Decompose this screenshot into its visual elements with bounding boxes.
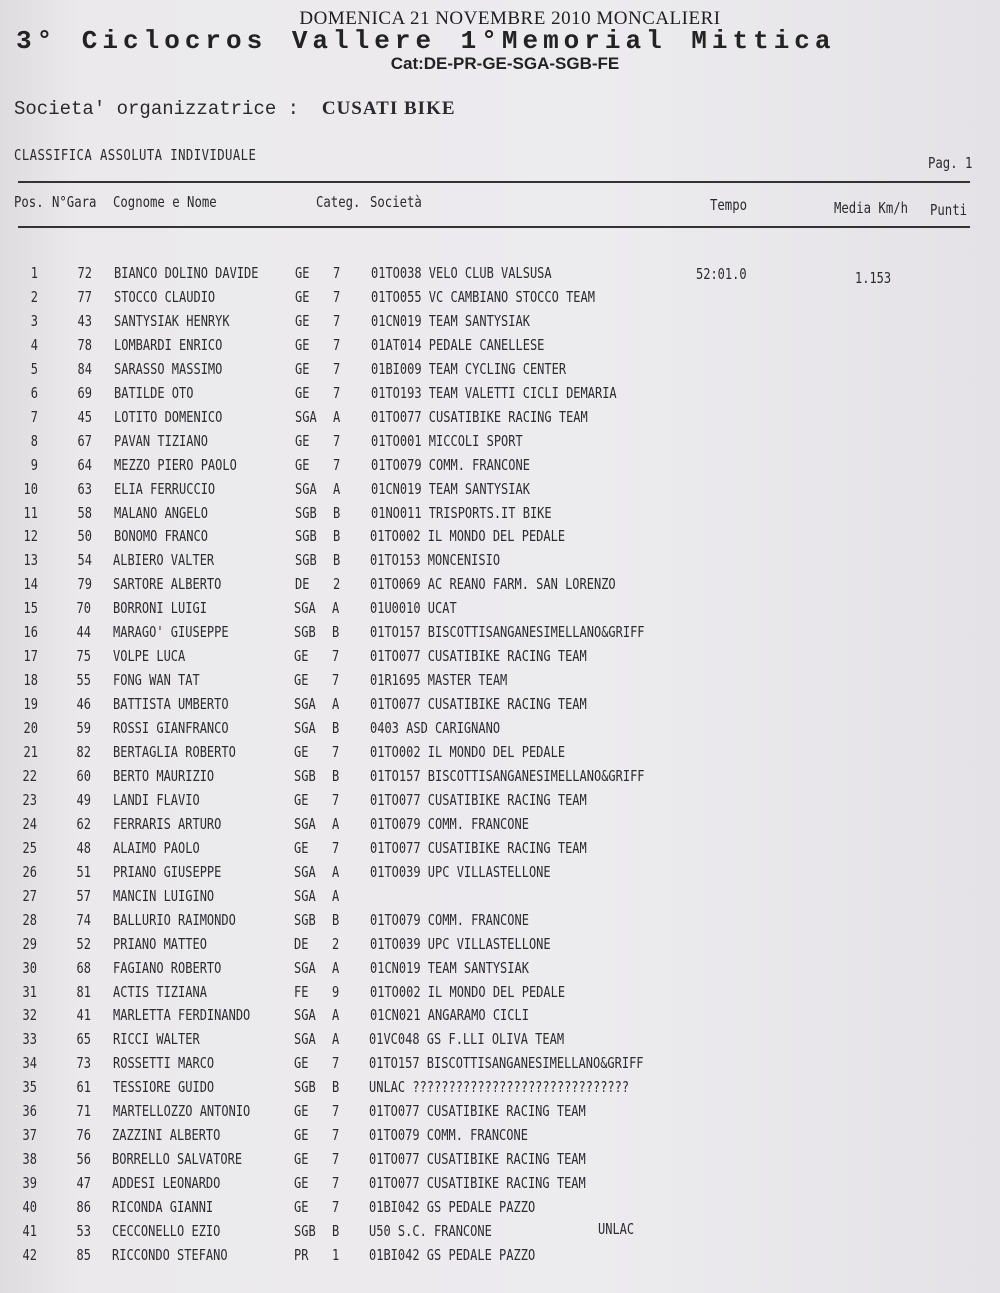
header-rule-bottom <box>18 226 970 228</box>
cell-soc: 01AT014 PEDALE CANELLESE <box>370 336 545 354</box>
cell-cl: 7 <box>332 647 340 665</box>
cell-soc: UNLAC ?????????????????????????????? <box>369 1078 630 1096</box>
cell-gara: 77 <box>77 288 92 306</box>
cell-tempo: 52:01.0 <box>696 265 747 283</box>
cell-nome: ACTIS TIZIANA <box>112 983 207 1001</box>
cell-cat: DE <box>293 935 309 953</box>
cell-extra: UNLAC <box>598 1220 635 1238</box>
cell-soc: 01VC048 GS F.LLI OLIVA TEAM <box>369 1030 565 1048</box>
col-societa: Società <box>370 193 422 211</box>
cell-gara: 57 <box>76 887 92 905</box>
cell-cat: GE <box>294 791 309 809</box>
cell-cl: 9 <box>331 983 340 1001</box>
cell-gara: 72 <box>77 264 92 282</box>
cell-cl: B <box>332 504 340 522</box>
cell-pos: 41 <box>22 1222 38 1240</box>
cell-nome: ROSSI GIANFRANCO <box>113 719 229 737</box>
cell-nome: MALANO ANGELO <box>113 504 208 522</box>
cell-cl: 7 <box>332 671 340 689</box>
cell-pos: 32 <box>22 1006 38 1024</box>
cell-nome: PRIANO GIUSEPPE <box>112 863 222 881</box>
cell-gara: 65 <box>76 1030 91 1048</box>
cell-soc: 01TO002 IL MONDO DEL PEDALE <box>370 527 566 545</box>
cell-cat: GE <box>294 456 310 474</box>
cell-pos: 38 <box>22 1150 38 1168</box>
cell-soc: 01TO002 IL MONDO DEL PEDALE <box>369 983 565 1001</box>
cell-cl: 7 <box>332 839 340 857</box>
cell-gara: 84 <box>77 360 92 378</box>
cell-cat: GE <box>294 360 310 378</box>
col-categ: Categ. <box>316 193 361 211</box>
cell-cl: A <box>332 695 340 713</box>
cell-pos: 34 <box>22 1054 38 1072</box>
cell-gara: 74 <box>76 911 92 929</box>
cell-nome: ALAIMO PAOLO <box>112 839 200 857</box>
cell-nome: SANTYSIAK HENRYK <box>113 312 230 330</box>
col-punti: Punti <box>930 201 968 219</box>
cell-gara: 58 <box>77 504 92 522</box>
cell-soc: 01TO077 CUSATIBIKE RACING TEAM <box>370 408 588 426</box>
cell-soc: U50 S.C. FRANCONE <box>369 1222 492 1240</box>
cell-nome: CECCONELLO EZIO <box>112 1222 221 1240</box>
cell-cat: SGB <box>293 1078 316 1096</box>
cell-pos: 23 <box>23 791 38 809</box>
cell-pos: 29 <box>22 935 38 953</box>
cell-nome: ALBIERO VALTER <box>113 551 215 569</box>
cell-gara: 54 <box>77 551 92 569</box>
cell-soc: 01TO079 COMM. FRANCONE <box>369 1126 529 1144</box>
cell-cat: SGA <box>294 480 317 498</box>
cell-nome: BORRELLO SALVATORE <box>112 1150 243 1168</box>
cell-pos: 22 <box>23 767 38 785</box>
cell-soc: 01BI009 TEAM CYCLING CENTER <box>370 360 566 378</box>
col-pos: Pos. <box>14 193 44 211</box>
cell-cl: 7 <box>331 1174 339 1192</box>
cell-pos: 15 <box>23 599 38 617</box>
cell-pos: 42 <box>22 1246 38 1264</box>
cell-soc: 01TO038 VELO CLUB VALSUSA <box>371 264 552 282</box>
cell-gara: 67 <box>77 432 92 450</box>
cell-soc: 01TO157 BISCOTTISANGANESIMELLANO&GRIFF <box>370 623 645 641</box>
cell-gara: 56 <box>76 1150 91 1168</box>
cell-nome: LOMBARDI ENRICO <box>113 336 223 354</box>
cell-soc: 01CN019 TEAM SANTYSIAK <box>370 480 530 498</box>
cell-nome: BIANCO DOLINO DAVIDE <box>114 264 259 282</box>
cell-soc: 01TO039 UPC VILLASTELLONE <box>369 863 551 881</box>
cell-soc: 01TO193 TEAM VALETTI CICLI DEMARIA <box>370 384 617 402</box>
cell-cat: SGA <box>294 599 317 617</box>
cell-cl: 7 <box>332 336 341 354</box>
cell-cl: 1 <box>331 1246 339 1264</box>
cell-nome: RICONDA GIANNI <box>112 1198 214 1216</box>
cell-pos: 12 <box>23 527 38 545</box>
cell-pos: 28 <box>22 911 38 929</box>
cell-nome: SARASSO MASSIMO <box>113 360 223 378</box>
cell-cl: 7 <box>332 312 341 330</box>
cell-nome: ROSSETTI MARCO <box>112 1054 214 1072</box>
cell-gara: 81 <box>76 983 91 1001</box>
cell-pos: 8 <box>30 432 38 450</box>
cell-nome: LANDI FLAVIO <box>113 791 200 809</box>
cell-soc: 01R1695 MASTER TEAM <box>370 671 508 689</box>
cell-nome: PRIANO MATTEO <box>112 935 207 953</box>
cell-gara: 59 <box>76 719 92 737</box>
cell-media: 1.153 <box>855 269 892 287</box>
cell-nome: BATILDE OTO <box>113 384 194 402</box>
cell-nome: PAVAN TIZIANO <box>113 432 208 450</box>
cell-soc: 01TO055 VC CAMBIANO STOCCO TEAM <box>370 288 595 306</box>
cell-soc: 0403 ASD CARIGNANO <box>370 719 501 737</box>
cell-gara: 51 <box>76 863 92 881</box>
cell-pos: 5 <box>30 360 38 378</box>
cell-cat: GE <box>294 336 310 354</box>
cell-gara: 68 <box>76 959 91 977</box>
cell-soc: 01TO077 CUSATIBIKE RACING TEAM <box>370 647 587 665</box>
cell-gara: 62 <box>76 815 92 833</box>
cell-cat: SGB <box>294 767 316 785</box>
cell-cl: A <box>332 887 340 905</box>
col-gara: N°Gara <box>52 193 97 211</box>
cell-pos: 21 <box>23 743 38 761</box>
cell-soc: 01TO069 AC REANO FARM. SAN LORENZO <box>370 575 617 593</box>
cell-cat: GE <box>294 839 309 857</box>
cell-cat: SGA <box>293 1006 316 1024</box>
cell-pos: 16 <box>23 623 38 641</box>
cell-cl: B <box>331 1222 339 1240</box>
page-number: Pag. 1 <box>928 154 973 172</box>
cell-gara: 41 <box>76 1006 91 1024</box>
cell-soc: 01TO077 CUSATIBIKE RACING TEAM <box>369 1174 586 1192</box>
cell-pos: 3 <box>30 312 38 330</box>
cell-cat: GE <box>294 432 310 450</box>
cell-nome: FAGIANO ROBERTO <box>112 959 222 977</box>
cell-gara: 63 <box>77 480 92 498</box>
cell-gara: 48 <box>76 839 92 857</box>
cell-pos: 26 <box>22 863 38 881</box>
cell-cl: B <box>332 527 340 545</box>
cell-pos: 7 <box>30 408 38 426</box>
cell-cl: B <box>331 1078 339 1096</box>
cell-cl: A <box>331 1030 340 1048</box>
cell-cat: GE <box>293 1198 309 1216</box>
cell-cl: 7 <box>333 264 341 282</box>
cell-cl: A <box>332 815 340 833</box>
cell-nome: BATTISTA UMBERTO <box>113 695 229 713</box>
cell-cat: GE <box>293 1054 309 1072</box>
col-media: Media Km/h <box>834 199 909 217</box>
cell-cat: SGA <box>294 719 316 737</box>
cell-pos: 39 <box>22 1174 38 1192</box>
cell-gara: 53 <box>76 1222 91 1240</box>
cell-nome: STOCCO CLAUDIO <box>113 288 216 306</box>
cell-soc: 01TO077 CUSATIBIKE RACING TEAM <box>369 1102 587 1120</box>
cell-cat: GE <box>294 384 310 402</box>
cell-nome: ELIA FERRUCCIO <box>113 480 215 498</box>
cell-cl: A <box>332 599 340 617</box>
col-nome: Cognome e Nome <box>113 193 217 211</box>
cell-cat: GE <box>294 312 310 330</box>
cell-pos: 27 <box>22 887 38 905</box>
cell-cl: B <box>332 623 340 641</box>
cell-gara: 50 <box>77 527 92 545</box>
section-title: CLASSIFICA ASSOLUTA INDIVIDUALE <box>14 146 257 164</box>
cell-cat: SGA <box>294 863 316 881</box>
cell-soc: 01U0010 UCAT <box>370 599 458 617</box>
cell-gara: 86 <box>76 1198 91 1216</box>
cell-cat: SGA <box>294 815 316 833</box>
cell-nome: BONOMO FRANCO <box>113 527 208 545</box>
cell-cl: 7 <box>332 288 341 306</box>
cell-soc: 01TO157 BISCOTTISANGANESIMELLANO&GRIFF <box>369 767 645 785</box>
cell-pos: 2 <box>30 288 38 306</box>
cell-gara: 45 <box>77 408 92 426</box>
cell-soc: 01TO077 CUSATIBIKE RACING TEAM <box>369 839 587 857</box>
cell-cat: GE <box>295 264 310 282</box>
cell-nome: FERRARIS ARTURO <box>113 815 222 833</box>
cell-pos: 18 <box>23 671 38 689</box>
cell-nome: RICCI WALTER <box>112 1030 200 1048</box>
cell-nome: MARLETTA FERDINANDO <box>112 1006 250 1024</box>
cell-cl: 7 <box>331 1150 339 1168</box>
cell-pos: 1 <box>30 264 38 282</box>
cell-cat: GE <box>294 743 309 761</box>
cell-gara: 85 <box>76 1246 91 1264</box>
cell-gara: 75 <box>76 647 92 665</box>
cell-cat: SGB <box>294 551 317 569</box>
cell-soc: 01CN019 TEAM SANTYSIAK <box>370 312 530 330</box>
cell-nome: BERTO MAURIZIO <box>113 767 215 785</box>
event-title: 3° Ciclocros Vallere 1°Memorial Mittica <box>16 26 836 56</box>
cell-nome: BERTAGLIA ROBERTO <box>113 743 236 761</box>
cell-cl: 2 <box>332 575 340 593</box>
cell-gara: 79 <box>77 575 92 593</box>
cell-cl: 7 <box>331 1126 339 1144</box>
cell-nome: ZAZZINI ALBERTO <box>112 1126 221 1144</box>
cell-pos: 6 <box>30 384 38 402</box>
cell-soc: 01TO157 BISCOTTISANGANESIMELLANO&GRIFF <box>369 1054 644 1072</box>
cell-cat: GE <box>293 1102 309 1120</box>
cell-soc: 01TO002 IL MONDO DEL PEDALE <box>370 743 566 761</box>
cell-soc: 01TO079 COMM. FRANCONE <box>369 815 529 833</box>
cell-soc: 01TO039 UPC VILLASTELLONE <box>369 935 551 953</box>
cell-cl: B <box>332 911 340 929</box>
cell-nome: BALLURIO RAIMONDO <box>112 911 236 929</box>
cell-pos: 30 <box>22 959 38 977</box>
cell-soc: 01NO011 TRISPORTS.IT BIKE <box>370 504 552 522</box>
cell-cl: A <box>331 959 340 977</box>
cell-cat: GE <box>294 671 309 689</box>
cell-cat: PR <box>293 1246 308 1264</box>
cell-soc: 01TO077 CUSATIBIKE RACING TEAM <box>369 791 587 809</box>
cell-nome: MANCIN LUIGINO <box>112 887 215 905</box>
cell-soc: 01CN021 ANGARAMO CICLI <box>369 1006 529 1024</box>
cell-cat: GE <box>294 647 309 665</box>
cell-cat: DE <box>294 575 309 593</box>
cell-pos: 4 <box>30 336 38 354</box>
cell-cl: 7 <box>332 360 341 378</box>
cell-cat: SGB <box>294 911 316 929</box>
organizer-line <box>14 98 456 120</box>
cell-cl: 2 <box>331 935 340 953</box>
cell-cat: SGA <box>293 959 316 977</box>
cell-gara: 46 <box>76 695 92 713</box>
cell-cat: SGB <box>294 623 317 641</box>
cell-cl: 7 <box>331 1102 339 1120</box>
cell-cat: GE <box>294 288 310 306</box>
cell-cat: SGA <box>294 695 317 713</box>
cell-pos: 9 <box>30 456 38 474</box>
cell-nome: RICCONDO STEFANO <box>112 1246 228 1264</box>
cell-cat: SGA <box>294 408 317 426</box>
cell-pos: 33 <box>22 1030 38 1048</box>
cell-cl: B <box>332 551 340 569</box>
cell-gara: 64 <box>77 456 92 474</box>
cell-soc: 01TO079 COMM. FRANCONE <box>369 911 529 929</box>
cell-cat: GE <box>293 1174 309 1192</box>
cell-cl: A <box>331 1006 340 1024</box>
cell-gara: 60 <box>76 767 92 785</box>
cell-cl: 7 <box>332 384 341 402</box>
cell-pos: 19 <box>23 695 38 713</box>
event-categories: Cat:DE-PR-GE-SGA-SGB-FE <box>390 54 620 73</box>
cell-gara: 71 <box>76 1102 91 1120</box>
cell-soc: 01TO077 CUSATIBIKE RACING TEAM <box>369 1150 586 1168</box>
cell-nome: LOTITO DOMENICO <box>113 408 223 426</box>
cell-cat: SGA <box>293 1030 316 1048</box>
cell-soc: 01BI042 GS PEDALE PAZZO <box>369 1198 536 1216</box>
cell-soc: 01TO001 MICCOLI SPORT <box>370 432 523 450</box>
cell-nome: MEZZO PIERO PAOLO <box>113 456 237 474</box>
cell-cat: GE <box>293 1126 309 1144</box>
cell-pos: 31 <box>22 983 38 1001</box>
cell-cl: 7 <box>331 1198 339 1216</box>
cell-nome: BORRONI LUIGI <box>113 599 208 617</box>
cell-pos: 20 <box>23 719 38 737</box>
cell-gara: 52 <box>76 935 91 953</box>
cell-gara: 70 <box>77 599 92 617</box>
cell-pos: 24 <box>22 815 38 833</box>
cell-cat: GE <box>293 1150 309 1168</box>
cell-pos: 11 <box>23 504 38 522</box>
cell-soc: 01TO079 COMM. FRANCONE <box>370 456 530 474</box>
cell-gara: 49 <box>76 791 92 809</box>
cell-cat: SGB <box>294 504 317 522</box>
cell-nome: MARTELLOZZO ANTONIO <box>112 1102 250 1120</box>
cell-nome: FONG WAN TAT <box>113 671 200 689</box>
cell-soc: 01TO077 CUSATIBIKE RACING TEAM <box>370 695 587 713</box>
cell-pos: 14 <box>23 575 38 593</box>
cell-cl: A <box>332 480 340 498</box>
cell-pos: 40 <box>22 1198 38 1216</box>
cell-nome: VOLPE LUCA <box>113 647 186 665</box>
cell-nome: SARTORE ALBERTO <box>113 575 222 593</box>
cell-pos: 25 <box>22 839 38 857</box>
cell-pos: 35 <box>22 1078 38 1096</box>
cell-gara: 43 <box>77 312 92 330</box>
col-tempo: Tempo <box>710 196 748 214</box>
cell-cl: A <box>332 863 340 881</box>
cell-gara: 69 <box>77 384 92 402</box>
cell-nome: ADDESI LEONARDO <box>112 1174 221 1192</box>
cell-pos: 10 <box>23 480 38 498</box>
cell-gara: 73 <box>76 1054 91 1072</box>
cell-cl: 7 <box>332 791 340 809</box>
cell-cat: SGB <box>294 527 317 545</box>
cell-gara: 61 <box>76 1078 91 1096</box>
cell-pos: 37 <box>22 1126 38 1144</box>
cell-cl: B <box>332 767 340 785</box>
event-date-line: DOMENICA 21 NOVEMBRE 2010 MONCALIERI <box>299 8 721 29</box>
cell-nome: MARAGO' GIUSEPPE <box>113 623 229 641</box>
cell-gara: 55 <box>76 671 92 689</box>
cell-cl: 7 <box>332 432 340 450</box>
cell-gara: 78 <box>77 336 92 354</box>
cell-nome: TESSIORE GUIDO <box>112 1078 214 1096</box>
organizer-label: Societa' organizzatrice : <box>14 98 300 120</box>
cell-soc: 01CN019 TEAM SANTYSIAK <box>369 959 529 977</box>
header-rule-top <box>18 181 970 183</box>
cell-pos: 17 <box>23 647 38 665</box>
cell-cl: 7 <box>332 743 340 761</box>
cell-cl: A <box>332 408 341 426</box>
cell-gara: 44 <box>77 623 92 641</box>
cell-gara: 76 <box>76 1126 91 1144</box>
cell-cl: 7 <box>331 1054 340 1072</box>
cell-soc: 01TO153 MONCENISIO <box>370 551 501 569</box>
organizer-name: CUSATI BIKE <box>321 98 456 119</box>
cell-pos: 13 <box>23 551 38 569</box>
cell-cat: FE <box>293 983 309 1001</box>
cell-cat: SGA <box>294 887 316 905</box>
cell-cat: SGB <box>293 1222 316 1240</box>
cell-cl: 7 <box>332 456 340 474</box>
cell-cl: B <box>332 719 340 737</box>
cell-pos: 36 <box>22 1102 38 1120</box>
cell-gara: 82 <box>76 743 92 761</box>
cell-soc: 01BI042 GS PEDALE PAZZO <box>369 1246 536 1264</box>
cell-gara: 47 <box>76 1174 91 1192</box>
